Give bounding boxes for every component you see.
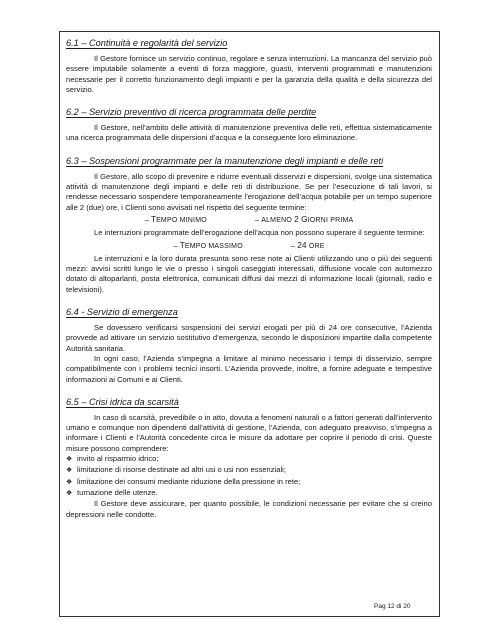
paragraph: Il Gestore, allo scopo di prevenire e ridurre eventuali disservizi e dispersioni, svolge una sistematica attività di manutenzione degli impianti e delle reti di distribuzione. Se per l’esecuzione di tali lavori, si rendesse necessario sospendere temporaneamente l’erogazione dell’acqua potabile per un tempo superiore alle 2 (due) ore, i Clienti sono avvisati nel rispetto del seguente termine: (66, 171, 432, 212)
paragraph: Il Gestore deve assicurare, per quanto possibile, le condizioni necessarie per evitare che si creino depressioni nelle condotte. (66, 499, 432, 519)
diamond-bullet-icon: ❖ (66, 456, 73, 464)
measures-list (66, 454, 432, 499)
notice-term-line (66, 214, 432, 226)
section-heading-6-5: 6.5 – Crisi idrica da scarsità (66, 396, 179, 407)
paragraph: Le interruzioni programmate dell’erogazione dell’acqua non possono superare il seguente termine: (94, 228, 425, 238)
paragraph: Il Gestore fornisce un servizio continuo, regolare e senza interruzioni. La mancanza del servizio può essere imputabile solamente a eventi di forza maggiore, guasti, interventi programmati e manutenzioni necessarie per il corretto funzionamento degli impianti e per la garanzia della qualità e della sicurezza del servizio. (66, 54, 432, 94)
term-label: – TEMPO MASSIMO (173, 239, 243, 250)
paragraph: In ogni caso, l’Azienda s’impegna a limitare al minimo necessario i tempi di disservizio, sempre compatibilmente con i problemi tecnici insorti. L’Azienda provvede, inoltre, a fornire adeguate e tempestive informazioni ai Comuni e ai Clienti. (66, 353, 432, 384)
term-value: – ALMENO 2 GIORNI PRIMA (254, 213, 354, 224)
term-value: – 24 ORE (290, 239, 325, 250)
list-item: ❖ limitazione di risorse destinate ad altri usi o usi non essenziali; (66, 465, 432, 476)
list-item: ❖ invito al risparmio idrico; (66, 454, 432, 465)
section-heading-6-2: 6.2 – Servizio preventivo di ricerca programmata delle perdite (66, 107, 317, 118)
paragraph: Le interruzioni e la loro durata presunta sono rese note ai Clienti utilizzando uno o più dei seguenti mezzi: avvisi scritti lungo le vie o presso i singoli caseggiati interessati, diffusione vocale con automezzo dotato di altoparlanti, posta elettronica, comunicati diffusi dai mezzi di informazione locali (giornali, radio e televisioni). (66, 253, 432, 294)
max-duration-line (66, 240, 432, 252)
paragraph: In caso di scarsità, prevedibile o in atto, dovuta a fenomeni naturali o a fattori generati dall’intervento umano e comunque non dipendenti dall’attività di gestione, l’Azienda, con adeguato preavviso, s’impegna a informare i Clienti e l’Autorità concedente circa le misure da adottare per coprire il periodo di crisi. Queste misure possono comprendere: (66, 412, 432, 453)
section-heading-6-4: 6.4 - Servizio di emergenza (66, 307, 178, 318)
paragraph: Il Gestore, nell’ambito delle attività di manutenzione preventiva delle reti, effettua sistematicamente una ricerca programmata delle dispersioni d’acqua e la conseguente loro eliminazione. (66, 123, 432, 143)
section-heading-6-1: 6.1 – Continuità e regolarità del servizio (66, 38, 228, 48)
page-content (66, 38, 432, 520)
list-item: ❖ turnazione delle utenze. (66, 488, 432, 499)
page-number: Pag 12 di 20 (374, 603, 411, 610)
diamond-bullet-icon: ❖ (66, 489, 73, 497)
diamond-bullet-icon: ❖ (66, 478, 73, 486)
list-item: ❖ limitazione dei consumi mediante riduzione della pressione in rete; (66, 477, 432, 488)
section-heading-6-3: 6.3 – Sospensioni programmate per la manutenzione degli impianti e delle reti (66, 155, 384, 166)
term-label: – TEMPO MINIMO (144, 213, 207, 224)
paragraph: Se dovessero verificarsi sospensioni dei servizi erogati per più di 24 ore consecutive, l’Azienda provvede ad attivare un servizio sostitutivo d’emergenza, secondo le disposizioni impartite dalla competente Autorità sanitaria. (66, 323, 432, 353)
diamond-bullet-icon: ❖ (66, 467, 73, 475)
